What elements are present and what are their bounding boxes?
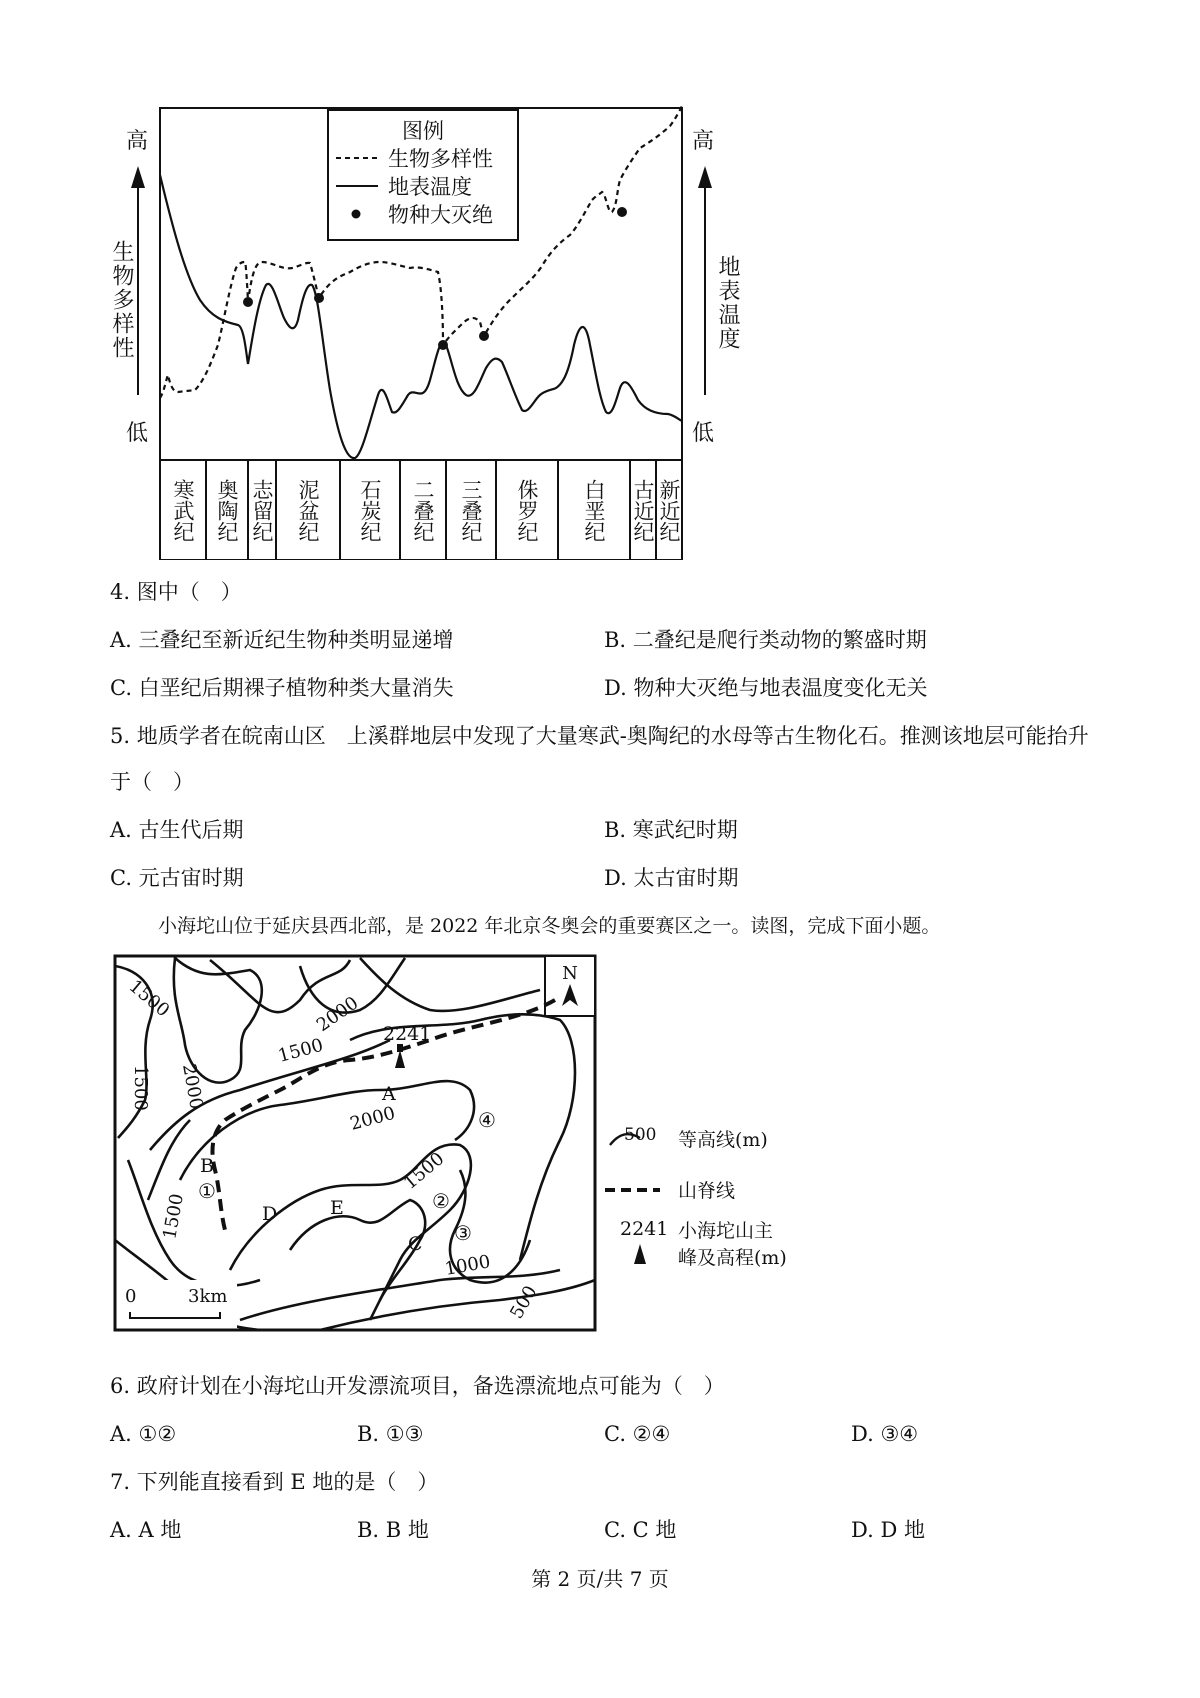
geologic-chart [0,0,1200,560]
period-cretaceous: 白垩纪 [559,461,631,559]
q6-stem: 6. 政府计划在小海坨山开发漂流项目，备选漂流地点可能为（ ） [110,1374,725,1398]
map-legend [605,1125,787,1269]
contour-label: 2000 [312,992,363,1037]
q7-option-b[interactable]: B. B 地 [357,1518,429,1542]
left-axis-label: 生物多样性 [109,240,134,360]
contour-label: 1000 [443,1251,492,1280]
legend-item-extinction: 物种大灭绝 [388,203,493,227]
period-silurian: 志留纪 [249,461,277,559]
contour-label: 2000 [178,1062,207,1111]
q4-option-d[interactable]: D. 物种大灭绝与地表温度变化无关 [604,676,928,700]
left-axis-high: 高 [126,129,149,154]
period-row [161,461,681,559]
scale-bar [117,1280,237,1328]
svg-text:等高线(m): 等高线(m) [678,1129,768,1151]
period-paleogene: 古近纪 [631,461,657,559]
period-ordovician: 奥陶纪 [207,461,249,559]
right-axis-low: 低 [692,421,715,446]
q4-option-a[interactable]: A. 三叠纪至新近纪生物种类明显递增 [110,628,454,652]
period-neogene: 新近纪 [657,478,681,542]
extinction-dot-triassic [479,331,489,341]
legend-title: 图例 [402,119,444,143]
map-point-1: ① [198,1179,216,1203]
period-devonian: 泥盆纪 [277,461,341,559]
q7-option-c[interactable]: C. C 地 [604,1518,677,1542]
legend-item-biodiversity: 生物多样性 [388,147,493,171]
q5-option-c[interactable]: C. 元古宙时期 [110,866,244,890]
map-point-a: A [382,1083,396,1105]
q4-option-c[interactable]: C. 白垩纪后期裸子植物种类大量消失 [110,676,454,700]
q6-option-d[interactable]: D. ③④ [851,1422,919,1446]
legend-dot-sample [352,210,361,219]
contour-label: 1500 [159,1192,188,1241]
contour-label: 1500 [275,1034,326,1067]
map-point-2: ② [432,1189,450,1213]
svg-text:0: 0 [125,1286,137,1307]
svg-text:小海坨山主: 小海坨山主 [678,1220,774,1242]
q5-option-d[interactable]: D. 太古宙时期 [604,866,739,890]
q7-option-d[interactable]: D. D 地 [851,1518,925,1542]
period-cambrian: 寒武纪 [161,461,207,559]
map-point-4: ④ [478,1108,496,1132]
q5-stem-line1: 5. 地质学者在皖南山区 上溪群地层中发现了大量寒武-奥陶纪的水母等古生物化石。推测该地层可能抬升 [110,724,1089,748]
q6-option-b[interactable]: B. ①③ [357,1422,424,1446]
svg-text:2241: 2241 [620,1218,669,1240]
svg-text:500: 500 [624,1125,657,1145]
contour-label: 1500 [124,975,174,1022]
q5-stem-line2: 于（ ） [110,770,194,794]
left-axis-arrow [131,166,145,395]
period-triassic: 三叠纪 [447,461,497,559]
right-axis-high: 高 [692,129,715,154]
map-point-3: ③ [454,1221,472,1245]
map-point-c: C [408,1233,423,1255]
svg-text:山脊线: 山脊线 [678,1180,736,1202]
svg-text:峰及高程(m): 峰及高程(m) [678,1247,787,1269]
peak-elevation: 2241 [383,1023,432,1045]
svg-text:N: N [562,963,578,984]
q4-option-b[interactable]: B. 二叠纪是爬行类动物的繁盛时期 [604,628,927,652]
period-carboniferous: 石炭纪 [341,461,401,559]
extinction-dot-permian [438,340,448,350]
legend-item-temperature: 地表温度 [388,175,472,199]
map-intro: 小海坨山位于延庆县西北部，是 2022 年北京冬奥会的重要赛区之一。读图，完成下面小题。 [158,915,941,937]
extinction-dot-cretaceous [617,207,627,217]
page-footer: 第 2 页/共 7 页 [531,1567,669,1591]
contour-label: 1500 [130,1065,151,1111]
map-point-b: B [200,1155,214,1177]
contour-label: 500 [506,1282,542,1323]
right-axis-label: 地表温度 [715,255,740,351]
svg-text:3km: 3km [188,1286,228,1307]
period-permian: 二叠纪 [401,461,447,559]
extinction-dot-devonian [314,293,324,303]
contour-label: 1500 [399,1148,449,1194]
extinction-dot-ordovician [243,297,253,307]
north-arrow-box [545,956,595,1016]
map-point-d: D [262,1203,278,1225]
map-point-e: E [330,1197,344,1219]
q6-option-a[interactable]: A. ①② [110,1422,177,1446]
q4-stem: 4. 图中（ ） [110,580,242,604]
right-axis-arrow [698,166,712,395]
contour-map [0,940,860,1340]
contour-label: 2000 [347,1102,398,1135]
q5-option-b[interactable]: B. 寒武纪时期 [604,818,738,842]
left-axis-low: 低 [126,421,149,446]
q7-option-a[interactable]: A. A 地 [110,1518,182,1542]
q7-stem: 7. 下列能直接看到 E 地的是（ ） [110,1470,439,1494]
q6-option-c[interactable]: C. ②④ [604,1422,671,1446]
q5-option-a[interactable]: A. 古生代后期 [110,818,244,842]
period-jurassic: 侏罗纪 [497,461,559,559]
legend-peak-icon [634,1244,646,1264]
